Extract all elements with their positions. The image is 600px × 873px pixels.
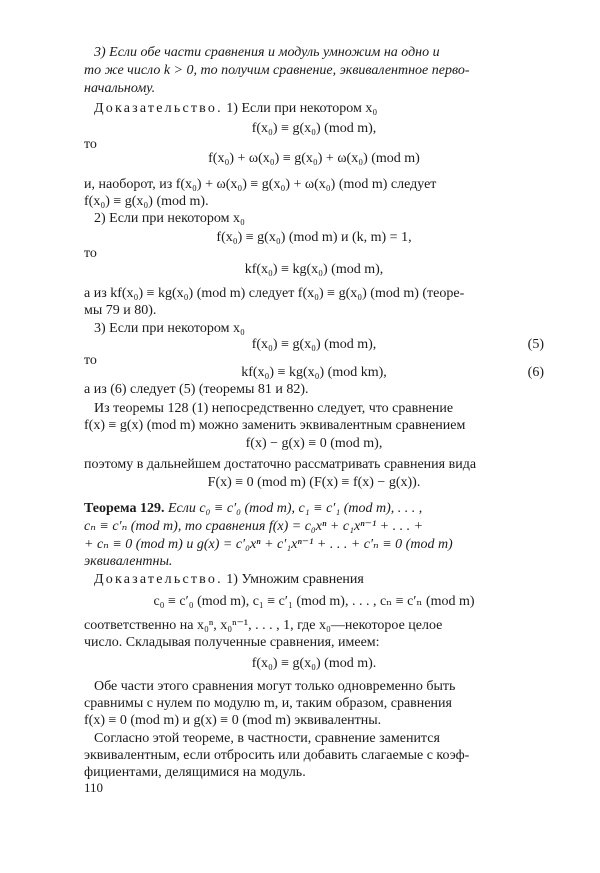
formula-add-omega: f(x₀) + ω(x₀) ≡ g(x₀) + ω(x₀) (mod m) xyxy=(208,151,420,166)
page-number: 110 xyxy=(84,780,104,795)
formula-6-row xyxy=(84,364,544,381)
text-then-2: то xyxy=(84,246,97,261)
text-replace-equivalent: f(x) ≡ g(x) (mod m) можно заменить эквивалентным сравнением xyxy=(84,418,466,433)
statement-3-line-3: начальному. xyxy=(84,81,156,96)
theorem-129-line-1 xyxy=(84,500,544,517)
theorem-129-line-4: эквивалентны. xyxy=(84,554,173,569)
proof-heading: Доказательство. xyxy=(94,101,223,116)
equation-number-5: (5) xyxy=(527,337,544,352)
formula-F: F(x) ≡ 0 (mod m) (F(x) ≡ f(x) − g(x)). xyxy=(207,475,421,490)
proof-step-1-intro: 1) Если при некотором x₀ xyxy=(226,101,378,116)
text-conversely-end: f(x₀) ≡ g(x₀) (mod m). xyxy=(84,194,209,209)
text-therefore: поэтому в дальнейшем достаточно рассматривать сравнения вида xyxy=(84,457,477,472)
formula-coprime: f(x₀) ≡ g(x₀) (mod m) и (k, m) = 1, xyxy=(216,230,412,245)
formula-difference: f(x) − g(x) ≡ 0 (mod m), xyxy=(245,436,383,451)
text-both-sides: Обе части этого сравнения могут только одновременно быть xyxy=(94,679,456,694)
formula-kf: kf(x₀) ≡ kg(x₀) (mod m), xyxy=(244,262,384,277)
text-coefficients-divisible: фициентами, делящимися на модуль. xyxy=(84,765,306,780)
formula-5: f(x₀) ≡ g(x₀) (mod m), xyxy=(251,337,377,352)
proof-step-2-intro: 2) Если при некотором x₀ xyxy=(94,211,245,226)
equation-number-6: (6) xyxy=(527,365,544,380)
text-theorems-79-80: мы 79 и 80). xyxy=(84,303,157,318)
proof-2-heading-line xyxy=(84,571,544,588)
theorem-129-title: Теорема 129. xyxy=(84,501,165,516)
formula-result: f(x₀) ≡ g(x₀) (mod m). xyxy=(251,656,377,671)
text-according: Согласно этой теореме, в частности, сравнение заменится xyxy=(94,731,440,746)
proof-step-3-intro: 3) Если при некотором x₀ xyxy=(94,321,245,336)
text-equivalent-drop: эквивалентным, если отбросить или добавить слагаемые с коэф- xyxy=(84,748,470,763)
text-conversely: и, наоборот, из f(x₀) + ω(x₀) ≡ g(x₀) + ω(x₀) (mod m) следует xyxy=(84,177,437,192)
text-theorem-128: Из теоремы 128 (1) непосредственно следует, что сравнение xyxy=(94,401,454,416)
text-theorems-81-82: а из (6) следует (5) (теоремы 81 и 82). xyxy=(84,382,309,397)
theorem-129-condition: Если c₀ ≡ c′₀ (mod m), c₁ ≡ c′₁ (mod m), . . . , xyxy=(167,501,423,516)
theorem-129-line-3: + cₙ ≡ 0 (mod m) и g(x) = c′₀xⁿ + c′₁xⁿ⁻¹ + . . . + c′ₙ ≡ 0 (mod m) xyxy=(84,537,453,552)
formula-6: kf(x₀) ≡ kg(x₀) (mod km), xyxy=(241,365,387,380)
text-equivalent-congruences: f(x) ≡ 0 (mod m) и g(x) ≡ 0 (mod m) эквивалентны. xyxy=(84,713,382,728)
statement-3-line-1: 3) Если обе части сравнения и модуль умножим на одно и xyxy=(94,45,440,60)
text-multiply-powers: соответственно на x₀ⁿ, x₀ⁿ⁻¹, . . . , 1, где x₀—некоторое целое xyxy=(84,618,443,633)
formula-5-row xyxy=(84,336,544,353)
statement-3-line-2: то же число k > 0, то получим сравнение, эквивалентное перво- xyxy=(84,63,470,78)
theorem-129-line-2: cₙ ≡ c′ₙ (mod m), то сравнения f(x) = c₀xⁿ + c₁xⁿ⁻¹ + . . . + xyxy=(84,519,424,534)
proof-2-step-1: 1) Умножим сравнения xyxy=(226,572,364,587)
text-kf-follows: а из kf(x₀) ≡ kg(x₀) (mod m) следует f(x₀) ≡ g(x₀) (mod m) (теоре- xyxy=(84,286,465,301)
text-then: то xyxy=(84,137,97,152)
proof-2-heading: Доказательство. xyxy=(94,572,223,587)
formula-coefficients: c₀ ≡ c′₀ (mod m), c₁ ≡ c′₁ (mod m), . . . , cₙ ≡ c′ₙ (mod m) xyxy=(153,594,475,609)
text-then-3: то xyxy=(84,353,97,368)
text-comparable-zero: сравнимы с нулем по модулю m, и, таким образом, сравнения xyxy=(84,696,452,711)
text-summing: число. Складывая полученные сравнения, имеем: xyxy=(84,635,380,650)
formula-congruence: f(x₀) ≡ g(x₀) (mod m), xyxy=(251,121,377,136)
proof-heading-line xyxy=(84,100,544,117)
